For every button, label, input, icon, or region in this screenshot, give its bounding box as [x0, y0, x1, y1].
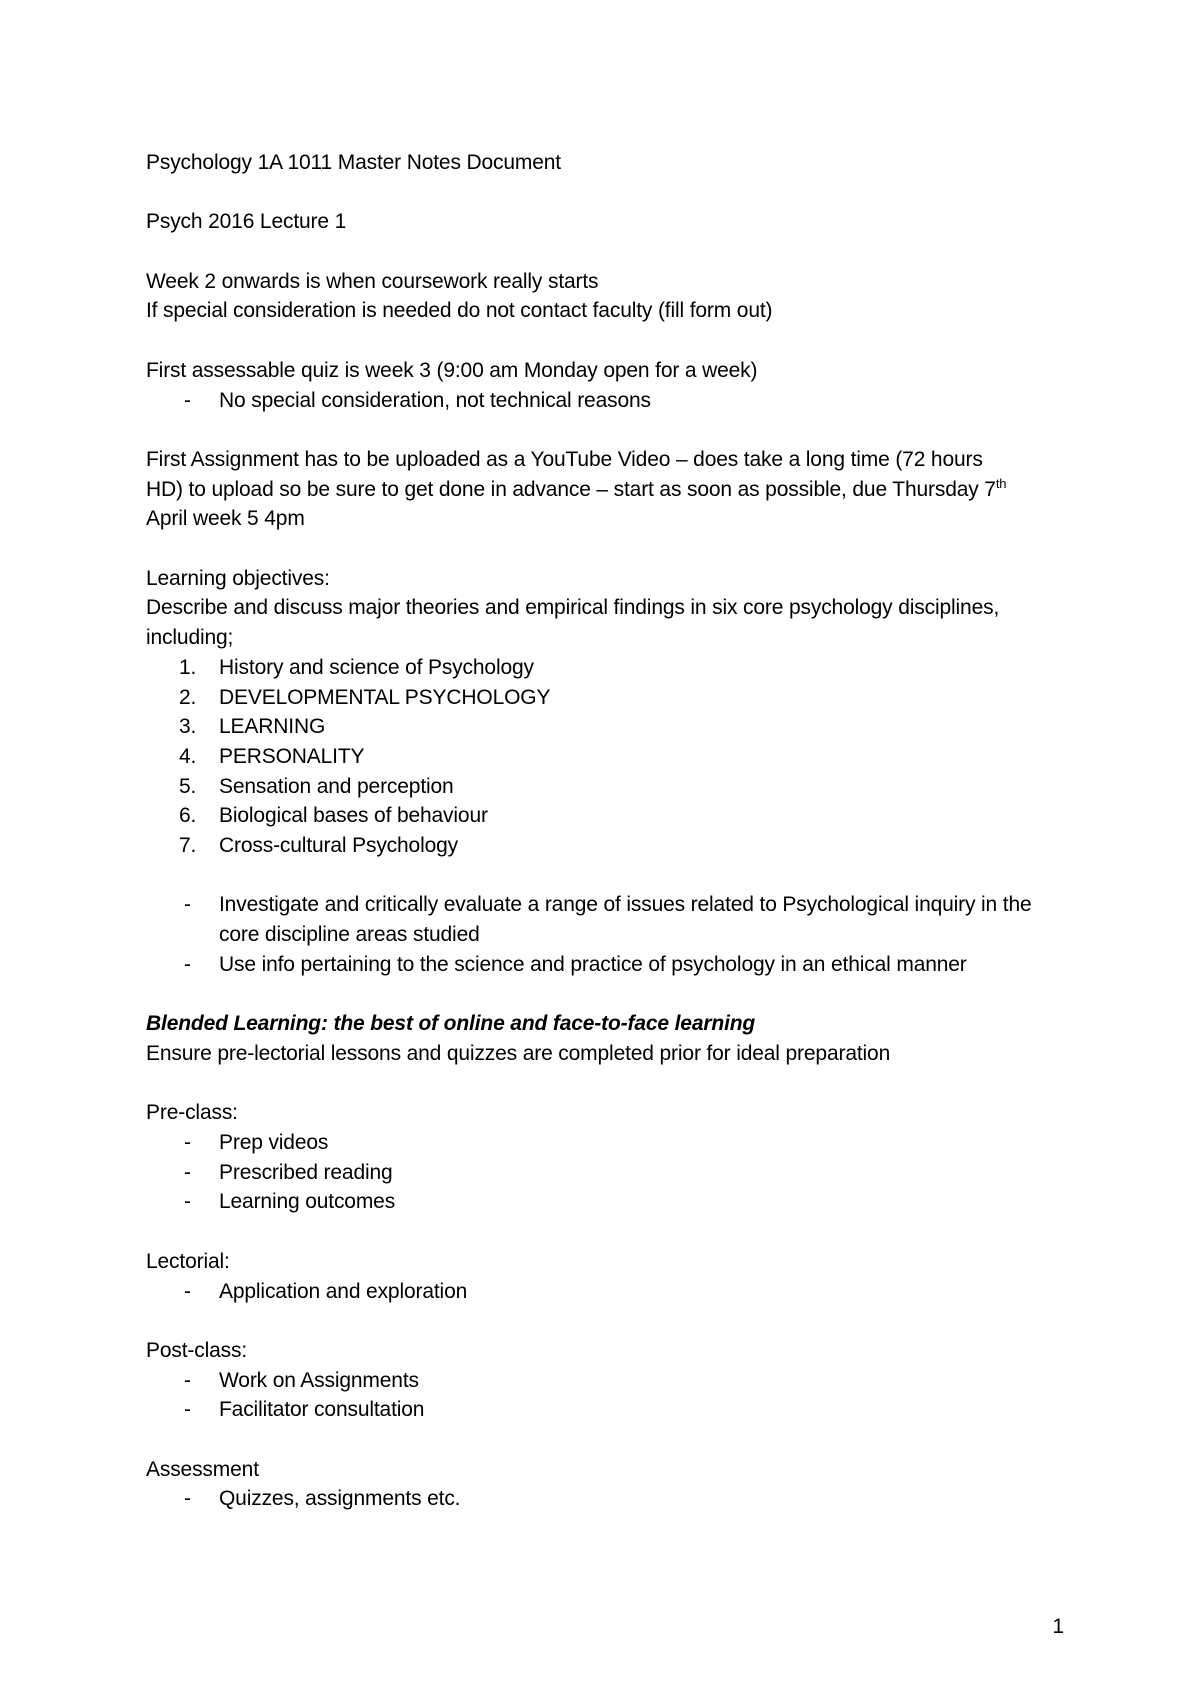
spacer — [146, 1306, 1066, 1336]
bullet-item — [146, 1366, 1066, 1396]
section-heading: Learning objectives: — [146, 566, 330, 590]
blended-learning-heading: Blended Learning: the best of online and face-to-face learning — [146, 1012, 756, 1036]
spacer — [146, 415, 1066, 445]
bullet-item — [146, 950, 1066, 980]
numbered-item — [146, 653, 1066, 683]
section-heading: Assessment — [146, 1457, 259, 1481]
dash-marker: - — [184, 1131, 191, 1155]
bullet-text: Work on Assignments — [219, 1368, 419, 1392]
spacer — [146, 534, 1066, 564]
section-heading: Post-class: — [146, 1338, 248, 1362]
spacer — [146, 1425, 1066, 1455]
bullet-item — [146, 386, 1066, 416]
numbered-item — [146, 801, 1066, 831]
bullet-item — [146, 1128, 1066, 1158]
dash-marker: - — [184, 388, 191, 412]
paragraph-text: including; — [146, 626, 234, 650]
paragraph-text: April week 5 4pm — [146, 507, 305, 531]
bullet-item — [146, 1277, 1066, 1307]
bullet-item — [146, 1395, 1066, 1425]
number-marker: 4. — [179, 744, 197, 768]
dash-marker: - — [184, 893, 191, 917]
bullet-text: No special consideration, not technical reasons — [219, 388, 651, 412]
paragraph-text-segment: HD) to upload so be sure to get done in advance – start as soon as possible, due Thursday 7 — [146, 477, 996, 501]
bullet-text: Quizzes, assignments etc. — [219, 1487, 461, 1511]
number-marker: 7. — [179, 834, 197, 858]
dash-marker: - — [184, 1398, 191, 1422]
numbered-item-text: DEVELOPMENTAL PSYCHOLOGY — [219, 685, 551, 709]
paragraph-text: Ensure pre-lectorial lessons and quizzes are completed prior for ideal preparation — [146, 1041, 891, 1065]
section-heading: Lectorial: — [146, 1249, 230, 1273]
dash-marker: - — [184, 1368, 191, 1392]
numbered-item-text: PERSONALITY — [219, 744, 365, 768]
bullet-item — [146, 1158, 1066, 1188]
numbered-item — [146, 742, 1066, 772]
paragraph-text — [146, 475, 1066, 505]
paragraph-text: If special consideration is needed do not contact faculty (fill form out) — [146, 299, 773, 323]
numbered-item-text: Biological bases of behaviour — [219, 804, 488, 828]
dash-marker: - — [184, 1487, 191, 1511]
number-marker: 2. — [179, 685, 197, 709]
paragraph-text: First Assignment has to be uploaded as a YouTube Video – does take a long time (72 hours — [146, 447, 983, 471]
bullet-text: Use info pertaining to the science and practice of psychology in an ethical manner — [219, 952, 967, 976]
bullet-text: Application and exploration — [219, 1279, 468, 1303]
superscript: th — [995, 475, 1007, 491]
spacer — [146, 861, 1066, 891]
spacer — [146, 1217, 1066, 1247]
bullet-text: Learning outcomes — [219, 1190, 396, 1214]
bullet-item — [146, 890, 1066, 949]
numbered-item — [146, 712, 1066, 742]
spacer — [146, 980, 1066, 1010]
bullet-text: Prescribed reading — [219, 1160, 393, 1184]
spacer — [146, 326, 1066, 356]
numbered-item — [146, 831, 1066, 861]
dash-marker: - — [184, 1160, 191, 1184]
dash-marker: - — [184, 1190, 191, 1214]
bullet-text: Prep videos — [219, 1131, 329, 1155]
lecture-heading: Psych 2016 Lecture 1 — [146, 210, 347, 234]
numbered-item-text: History and science of Psychology — [219, 655, 534, 679]
bullet-text: Facilitator consultation — [219, 1398, 425, 1422]
document-title: Psychology 1A 1011 Master Notes Document — [146, 151, 561, 174]
page-number: 1 — [1052, 1615, 1064, 1638]
numbered-item-text: Sensation and perception — [219, 774, 454, 798]
spacer — [146, 237, 1066, 267]
bullet-item — [146, 1187, 1066, 1217]
numbered-item — [146, 683, 1066, 713]
number-marker: 5. — [179, 774, 197, 798]
paragraph-text: First assessable quiz is week 3 (9:00 am Monday open for a week) — [146, 358, 758, 382]
document-body — [146, 148, 1066, 1514]
spacer — [146, 1069, 1066, 1099]
spacer — [146, 178, 1066, 208]
numbered-list — [146, 653, 1066, 861]
numbered-item — [146, 772, 1066, 802]
dash-marker: - — [184, 952, 191, 976]
dash-marker: - — [184, 1279, 191, 1303]
bullet-text: Investigate and critically evaluate a range of issues related to Psychological inquiry in the core discipline areas studied — [219, 893, 1032, 947]
section-heading: Pre-class: — [146, 1101, 238, 1125]
numbered-item-text: Cross-cultural Psychology — [219, 834, 459, 858]
paragraph-text: Week 2 onwards is when coursework really starts — [146, 269, 599, 293]
numbered-item-text: LEARNING — [219, 715, 326, 739]
number-marker: 6. — [179, 804, 197, 828]
number-marker: 1. — [179, 655, 197, 679]
number-marker: 3. — [179, 715, 197, 739]
paragraph-text: Describe and discuss major theories and empirical findings in six core psychology disciplines, — [146, 596, 1000, 620]
bullet-item — [146, 1484, 1066, 1514]
